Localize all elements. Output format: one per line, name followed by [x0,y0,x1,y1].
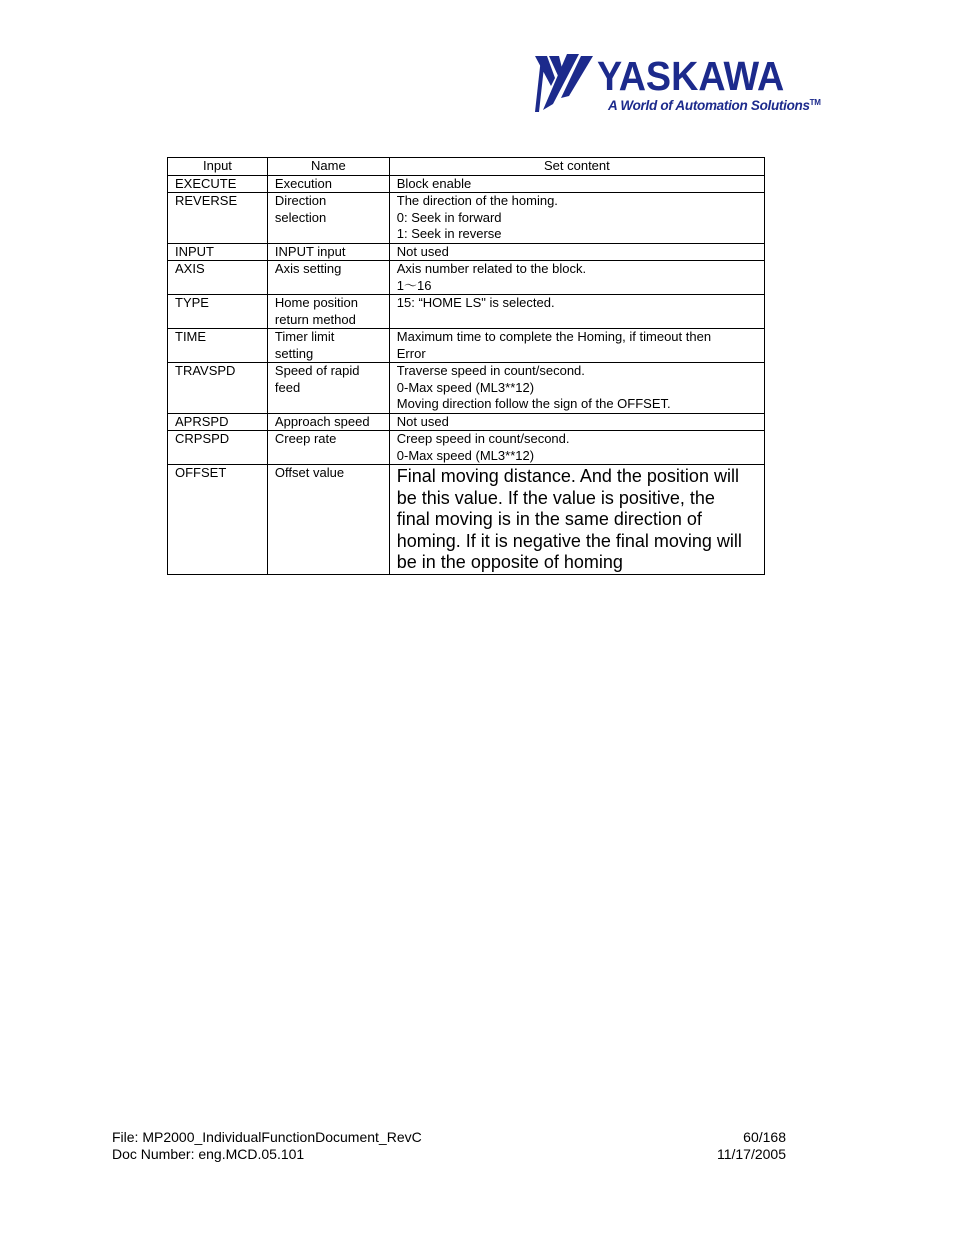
header-input: Input [168,158,268,176]
cell-set-content [389,193,764,244]
cell-name-line: Home position [274,295,359,310]
cell-set-content [389,243,764,261]
footer-doc-number: Doc Number: eng.MCD.05.101 [112,1146,305,1162]
cell-name-line: Offset value [274,465,345,480]
cell-content-line: Maximum time to complete the Homing, if timeout then [396,329,712,344]
cell-content-line: Not used [396,413,449,429]
cell-input: TYPE [168,295,268,329]
cell-input: APRSPD [168,413,268,431]
cell-content-line: Final moving distance. And the position will [396,466,739,486]
cell-set-content [389,431,764,465]
cell-name [267,295,389,329]
footer-page-number: 60/168 [743,1129,786,1145]
table-row [168,193,765,244]
cell-name-line: feed [274,379,301,395]
cell-content-line: 15: “HOME LS" is selected. [396,295,555,310]
cell-name [267,465,389,575]
logo-tagline-text: A World of Automation Solutions [608,98,810,113]
cell-set-content [389,363,764,414]
cell-name-line: Speed of rapid [274,363,360,378]
cell-input: OFFSET [168,465,268,575]
cell-name [267,193,389,244]
cell-name-line: INPUT input [274,243,346,259]
cell-name-line: Approach speed [274,413,370,429]
cell-content-line: Traverse speed in count/second. [396,363,585,378]
cell-content-line: final moving is in the same direction of [396,509,702,530]
cell-name [267,243,389,261]
header-set-content: Set content [389,158,764,176]
table-row [168,261,765,295]
footer-file: File: MP2000_IndividualFunctionDocument_RevC [112,1129,422,1145]
table-row [168,243,765,261]
cell-content-line: 1〜16 [396,277,432,293]
table-row [168,431,765,465]
cell-content-line: 0-Max speed (ML3**12) [396,447,535,463]
cell-content-line: 1: Seek in reverse [396,226,502,241]
cell-name-line: Direction [274,193,327,208]
cell-content-line: 0: Seek in forward [396,209,502,225]
cell-set-content [389,175,764,193]
cell-set-content [389,465,764,575]
cell-name [267,413,389,431]
logo-trademark: TM [809,98,821,107]
cell-content-line: Creep speed in count/second. [396,431,570,446]
page-footer [112,1129,786,1163]
logo-tagline [608,98,821,113]
cell-name-line: return method [274,311,356,327]
cell-content-line: Not used [396,243,449,259]
logo-wordmark: YASKAWA [597,53,785,99]
table-row [168,413,765,431]
cell-name [267,175,389,193]
cell-name-line: selection [274,209,327,225]
cell-content-line: be in the opposite of homing [396,552,623,573]
cell-name-line: setting [274,345,314,361]
table-row [168,363,765,414]
cell-name-line: Axis setting [274,261,342,276]
cell-set-content [389,329,764,363]
cell-content-line: homing. If it is negative the final moving will [396,530,742,551]
cell-content-line: Moving direction follow the sign of the OFFSET. [396,396,671,411]
cell-input: EXECUTE [168,175,268,193]
table-header-row [168,158,765,176]
cell-name [267,431,389,465]
cell-name [267,329,389,363]
table-row [168,329,765,363]
yaskawa-emblem-icon [533,52,599,114]
table-row [168,175,765,193]
cell-content-line: Error [396,345,426,361]
yaskawa-logo [533,52,823,118]
cell-input: TIME [168,329,268,363]
cell-content-line: 0-Max speed (ML3**12) [396,379,535,395]
cell-input: TRAVSPD [168,363,268,414]
cell-input: REVERSE [168,193,268,244]
header-name: Name [267,158,389,176]
cell-input: CRPSPD [168,431,268,465]
cell-input: AXIS [168,261,268,295]
cell-name [267,363,389,414]
cell-name [267,261,389,295]
cell-set-content [389,413,764,431]
footer-date: 11/17/2005 [716,1146,786,1162]
cell-content-line: be this value. If the value is positive, the [396,487,715,508]
cell-content-line: The direction of the homing. [396,193,558,208]
table-row [168,465,765,575]
cell-content-line: Axis number related to the block. [396,261,587,276]
cell-content-line: Block enable [396,175,472,191]
cell-input: INPUT [168,243,268,261]
cell-name-line: Creep rate [274,431,337,446]
homing-parameters-table [167,157,765,575]
cell-set-content [389,295,764,329]
cell-name-line: Execution [274,175,333,191]
cell-set-content [389,261,764,295]
cell-name-line: Timer limit [274,329,335,344]
table-row [168,295,765,329]
